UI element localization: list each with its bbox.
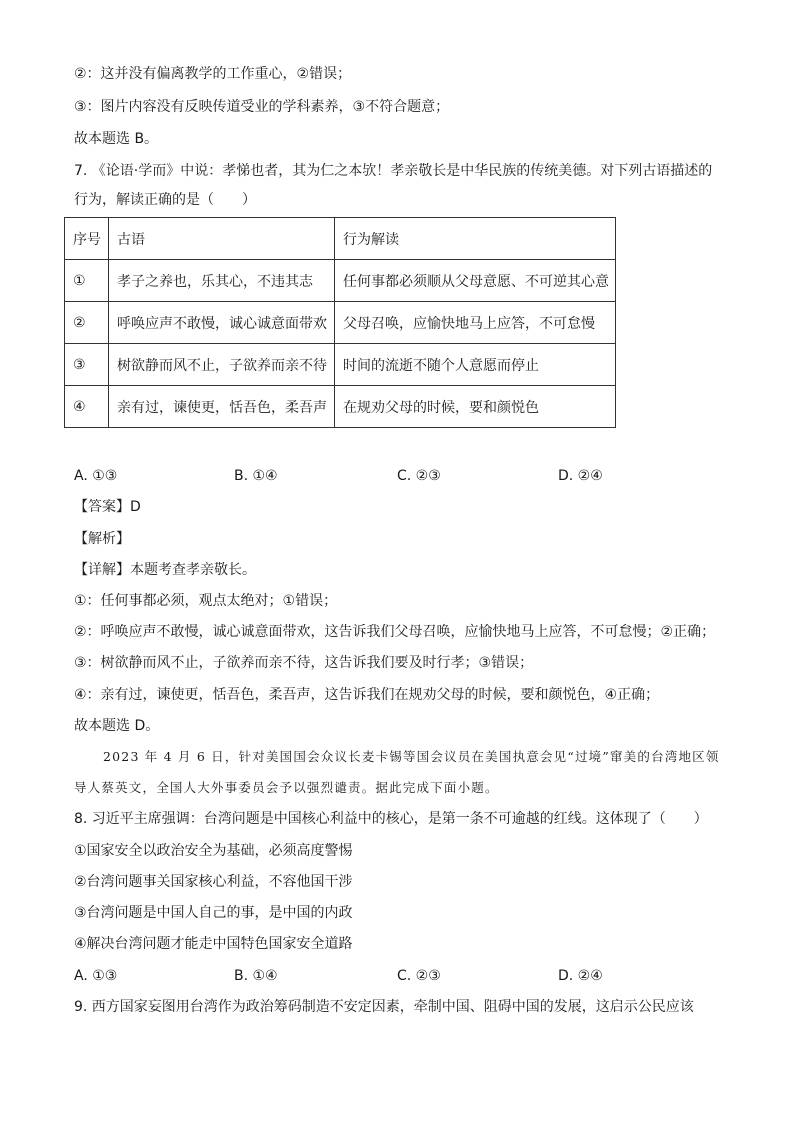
- table-cell: 任何事都必须顺从父母意愿、不可逆其心意: [335, 260, 616, 302]
- option-a: A. ①③: [74, 968, 118, 984]
- option-d: D. ②④: [558, 468, 603, 484]
- prev-explanation-3: ③：图片内容没有反映传道受业的学科素养，③不符合题意；: [74, 99, 450, 115]
- table-cell: 呼唤应声不敢慢，诚心诚意面带欢: [109, 302, 335, 344]
- q7-answer: 【答案】D: [74, 499, 141, 515]
- q7-conclusion: 故本题选 D。: [74, 718, 160, 734]
- passage-line2: 导人蔡英文，全国人大外事委员会予以强烈谴责。据此完成下面小题。: [74, 780, 499, 795]
- table-cell: 父母召唤，应愉快地马上应答，不可怠慢: [335, 302, 616, 344]
- q9-stem: 9. 西方国家妄图用台湾作为政治筹码制造不安定因素，牵制中国、阻碍中国的发展，这启示公民应该: [74, 999, 694, 1015]
- table-cell: 亲有过，谏使更，恬吾色，柔吾声: [109, 386, 335, 428]
- q7-explanation-2: ②：呼唤应声不敢慢，诚心诚意面带欢，这告诉我们父母召唤，应愉快地马上应答，不可怠慢；②正确；: [74, 624, 716, 640]
- option-b: B. ①④: [234, 468, 278, 484]
- table-row: [65, 344, 616, 386]
- prev-explanation-2: ②：这并没有偏离教学的工作重心，②错误；: [74, 66, 352, 82]
- q7-stem-line1: 7. 《论语·学而》中说：孝悌也者，其为仁之本欤！孝亲敬长是中华民族的传统美德。对下列古语描述的: [74, 163, 713, 179]
- table-cell: ④: [65, 386, 109, 428]
- option-d: D. ②④: [558, 968, 603, 984]
- q8-item-3: ③台湾问题是中国人自己的事，是中国的内政: [74, 905, 353, 921]
- table-cell: 在规劝父母的时候，要和颜悦色: [335, 386, 616, 428]
- q7-analysis-title: 【解析】: [74, 531, 130, 547]
- q7-explanation-4: ④：亲有过，谏使更，恬吾色，柔吾声，这告诉我们在规劝父母的时候，要和颜悦色，④正确；: [74, 687, 660, 703]
- table-row: [65, 260, 616, 302]
- q8-item-1: ①国家安全以政治安全为基础，必须高度警惕: [74, 843, 353, 859]
- q8-item-4: ④解决台湾问题才能走中国特色国家安全道路: [74, 936, 353, 952]
- table-row: [65, 302, 616, 344]
- table-header-row: [65, 218, 616, 260]
- option-a: A. ①③: [74, 468, 118, 484]
- q8-stem: 8. 习近平主席强调：台湾问题是中国核心利益中的核心，是第一条不可逾越的红线。这体现了（ ）: [74, 811, 708, 827]
- table-cell: ③: [65, 344, 109, 386]
- header-cell: 古语: [109, 218, 335, 260]
- q7-table: [64, 217, 616, 428]
- passage-line1: 2023 年 4 月 6 日，针对美国国会众议长麦卡锡等国会议员在美国执意会见“过境”窜美的台湾地区领: [103, 749, 720, 764]
- q7-explanation-3: ③：树欲静而风不止，子欲养而亲不待，这告诉我们要及时行孝；③错误；: [74, 655, 534, 671]
- table-cell: ②: [65, 302, 109, 344]
- option-b: B. ①④: [234, 968, 278, 984]
- option-c: C. ②③: [397, 468, 441, 484]
- table-row: [65, 386, 616, 428]
- table-cell: ①: [65, 260, 109, 302]
- table-cell: 时间的流逝不随个人意愿而停止: [335, 344, 616, 386]
- q7-stem-line2: 行为，解读正确的是（ ）: [74, 192, 256, 208]
- q7-detail: 【详解】本题考查孝亲敬长。: [74, 562, 256, 578]
- q8-item-2: ②台湾问题事关国家核心利益，不容他国干涉: [74, 874, 353, 890]
- header-cell: 序号: [65, 218, 109, 260]
- option-c: C. ②③: [397, 968, 441, 984]
- table-cell: 树欲静而风不止，子欲养而亲不待: [109, 344, 335, 386]
- header-cell: 行为解读: [335, 218, 616, 260]
- prev-conclusion: 故本题选 B。: [74, 131, 159, 147]
- q7-explanation-1: ①：任何事都必须，观点太绝对；①错误；: [74, 593, 338, 609]
- table-cell: 孝子之养也，乐其心，不违其志: [109, 260, 335, 302]
